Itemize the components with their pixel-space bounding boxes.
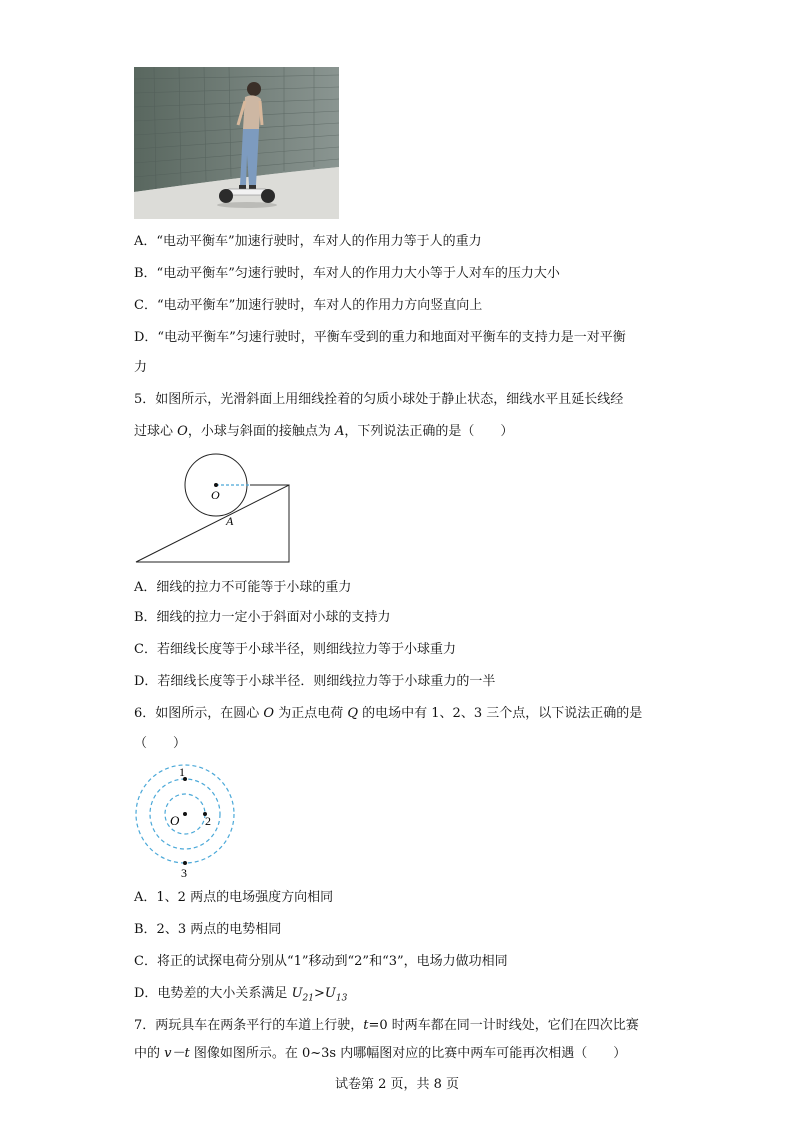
q6-label-1: 1	[179, 765, 185, 779]
q4-option-d: D．“电动平衡车”匀速行驶时，平衡车受到的重力和地面对平衡车的支持力是一对平衡	[134, 330, 626, 345]
q6-option-d: D．电势差的大小关系满足 $U_{21}>U_{13}$	[134, 986, 348, 1004]
q7-stem-line2: 中的 v－t 图像如图所示。在 0~3s 内哪幅图对应的比赛中两车可能再次相遇（ ）	[134, 1046, 627, 1061]
q7-stem-line1: 7．两玩具车在两条平行的车道上行驶，t=0 时两车都在同一计时线处，它们在四次比赛	[134, 1018, 639, 1033]
q5-label-o: O	[211, 488, 220, 502]
q6-label-o: O	[170, 813, 180, 828]
q6-stem-line2: （ ）	[134, 736, 187, 751]
q5-incline-figure	[134, 452, 294, 568]
q6-label-3: 3	[181, 866, 187, 880]
q5-option-b: B．细线的拉力一定小于斜面对小球的支持力	[134, 610, 391, 625]
balance-scooter-photo	[134, 67, 339, 219]
q6-stem-line1: 6．如图所示，在圆心 O 为正点电荷 Q 的电场中有 1、2、3 三个点，以下说法正确的是	[134, 706, 643, 721]
q5-option-a: A．细线的拉力不可能等于小球的重力	[134, 580, 352, 595]
q5-label-a: A	[226, 514, 234, 528]
q6-option-a: A．1、2 两点的电场强度方向相同	[134, 890, 334, 905]
q6-option-c: C．将正的试探电荷分别从“1”移动到“2”和“3”，电场力做功相同	[134, 954, 508, 969]
q4-option-a: A．“电动平衡车”加速行驶时，车对人的作用力等于人的重力	[134, 234, 482, 249]
q4-option-d-cont: 力	[134, 360, 148, 375]
q4-option-b: B．“电动平衡车”匀速行驶时，车对人的作用力大小等于人对车的压力大小	[134, 266, 560, 281]
q5-stem-line1: 5．如图所示，光滑斜面上用细线拴着的匀质小球处于静止状态，细线水平且延长线经	[134, 392, 624, 407]
page-footer: 试卷第 2 页，共 8 页	[334, 1077, 460, 1092]
q5-option-d: D．若细线长度等于小球半径．则细线拉力等于小球重力的一半	[134, 674, 496, 689]
q6-field-figure	[134, 760, 244, 884]
q4-option-c: C．“电动平衡车”加速行驶时，车对人的作用力方向竖直向上	[134, 298, 483, 313]
q6-label-2: 2	[205, 814, 211, 828]
q5-option-c: C．若细线长度等于小球半径，则细线拉力等于小球重力	[134, 642, 456, 657]
q5-stem-line2: 过球心 O，小球与斜面的接触点为 A，下列说法正确的是（ ）	[134, 424, 514, 439]
q6-option-b: B．2、3 两点的电势相同	[134, 922, 282, 937]
